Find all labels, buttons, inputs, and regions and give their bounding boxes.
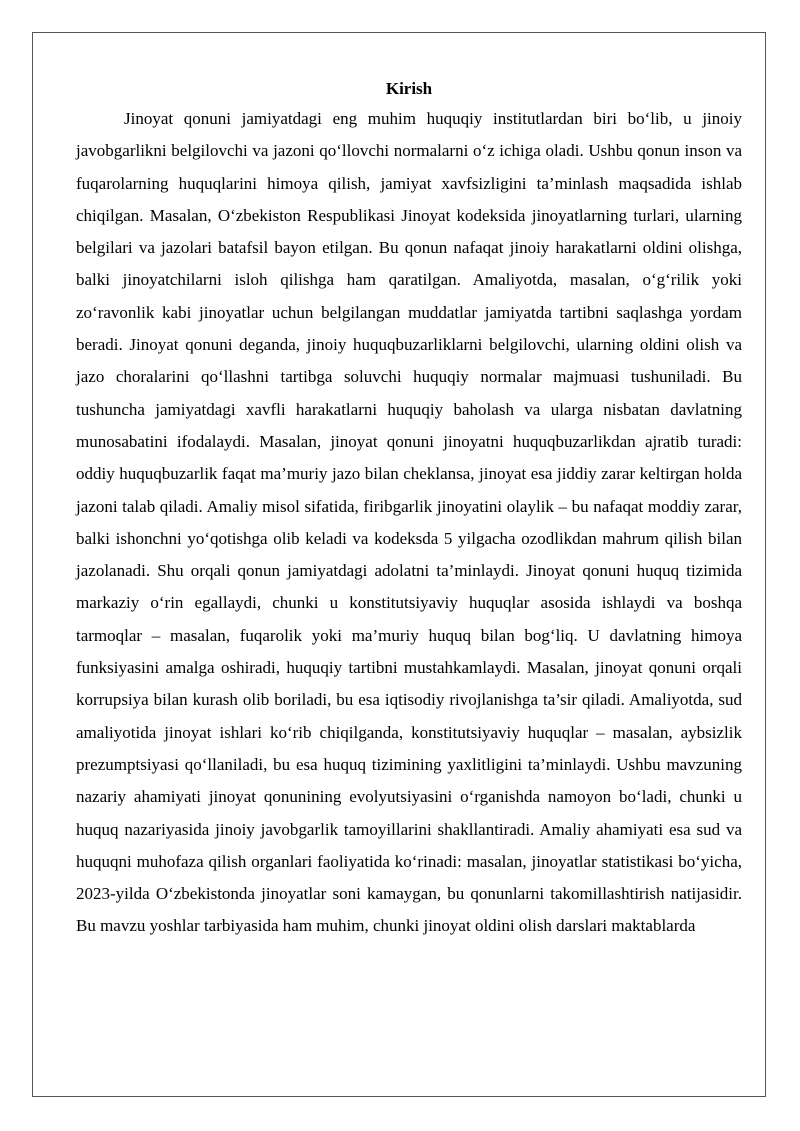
body-paragraph: Jinoyat qonuni jamiyatdagi eng muhim huquqiy institutlardan biri bo‘lib, u jinoiy javobgarlikni belgilovchi va jazoni qo‘llovchi normalarni o‘z ichiga oladi. Ushbu qonun inson va fuqarolarning huquqlarini himoya qilish, jamiyat xavfsizligini ta’minlash maqsadida ishlab chiqilgan. Masalan, O‘zbekiston Respublikasi Jinoyat kodeksida jinoyatlarning turlari, ularning belgilari va jazolari batafsil bayon etilgan. Bu qonun nafaqat jinoiy harakatlarni oldini olishga, balki jinoyatchilarni isloh qilishga ham qaratilgan. Amaliyotda, masalan, o‘g‘rilik yoki zo‘ravonlik kabi jinoyatlar uchun belgilangan muddatlar jamiyatda tartibni saqlashga yordam beradi. Jinoyat qonuni deganda, jinoiy huquqbuzarliklarni belgilovchi, ularning oldini olish va jazo choralarini qo‘llashni tartibga soluvchi huquqiy normalar majmuasi tushuniladi. Bu tushuncha jamiyatdagi xavfli harakatlarni huquqiy baholash va ularga nisbatan davlatning munosabatini ifodalaydi. Masalan, jinoyat qonuni jinoyatni huquqbuzarlikdan ajratib turadi: oddiy huquqbuzarlik faqat ma’muriy jazo bilan cheklansa, jinoyat esa jiddiy zarar keltirgan holda jazoni talab qiladi. Amaliy misol sifatida, firibgarlik jinoyatini olaylik – bu nafaqat moddiy zarar, balki ishonchni yo‘qotishga olib keladi va kodeksda 5 yilgacha ozodlikdan mahrum qilish bilan jazolanadi. Shu orqali qonun jamiyatdagi adolatni ta’minlaydi. Jinoyat qonuni huquq tizimida markaziy o‘rin egallaydi, chunki u konstitutsiyaviy huquqlar asosida ishlaydi va boshqa tarmoqlar – masalan, fuqarolik yoki ma’muriy huquq bilan bog‘liq. U davlatning himoya funksiyasini amalga oshiradi, huquqiy tartibni mustahkamlaydi. Masalan, jinoyat qonuni orqali korrupsiya bilan kurash olib boriladi, bu esa iqtisodiy rivojlanishga ta’sir qiladi. Amaliyotda, sud amaliyotida jinoyat ishlari ko‘rib chiqilganda, konstitutsiyaviy huquqlar – masalan, aybsizlik prezumptsiyasi qo‘llaniladi, bu esa huquq tizimining yaxlitligini ta’minlaydi. Ushbu mavzuning nazariy ahamiyati jinoyat qonunining evolyutsiyasini o‘rganishda namoyon bo‘ladi, chunki u huquq nazariyasida jinoiy javobgarlik tamoyillarini shakllantiradi. Amaliy ahamiyati esa sud va huquqni muhofaza qilish organlari faoliyatida ko‘rinadi: masalan, jinoyatlar statistikasi bo‘yicha, 2023-yilda O‘zbekistonda jinoyatlar soni kamaygan, bu qonunlarni takomillashtirish natijasidir. Bu mavzu yoshlar tarbiyasida ham muhim, chunki jinoyat oldini olish darslari maktablarda: [76, 109, 742, 936]
document-title: Kirish: [385, 79, 433, 98]
document-body: [76, 74, 742, 943]
